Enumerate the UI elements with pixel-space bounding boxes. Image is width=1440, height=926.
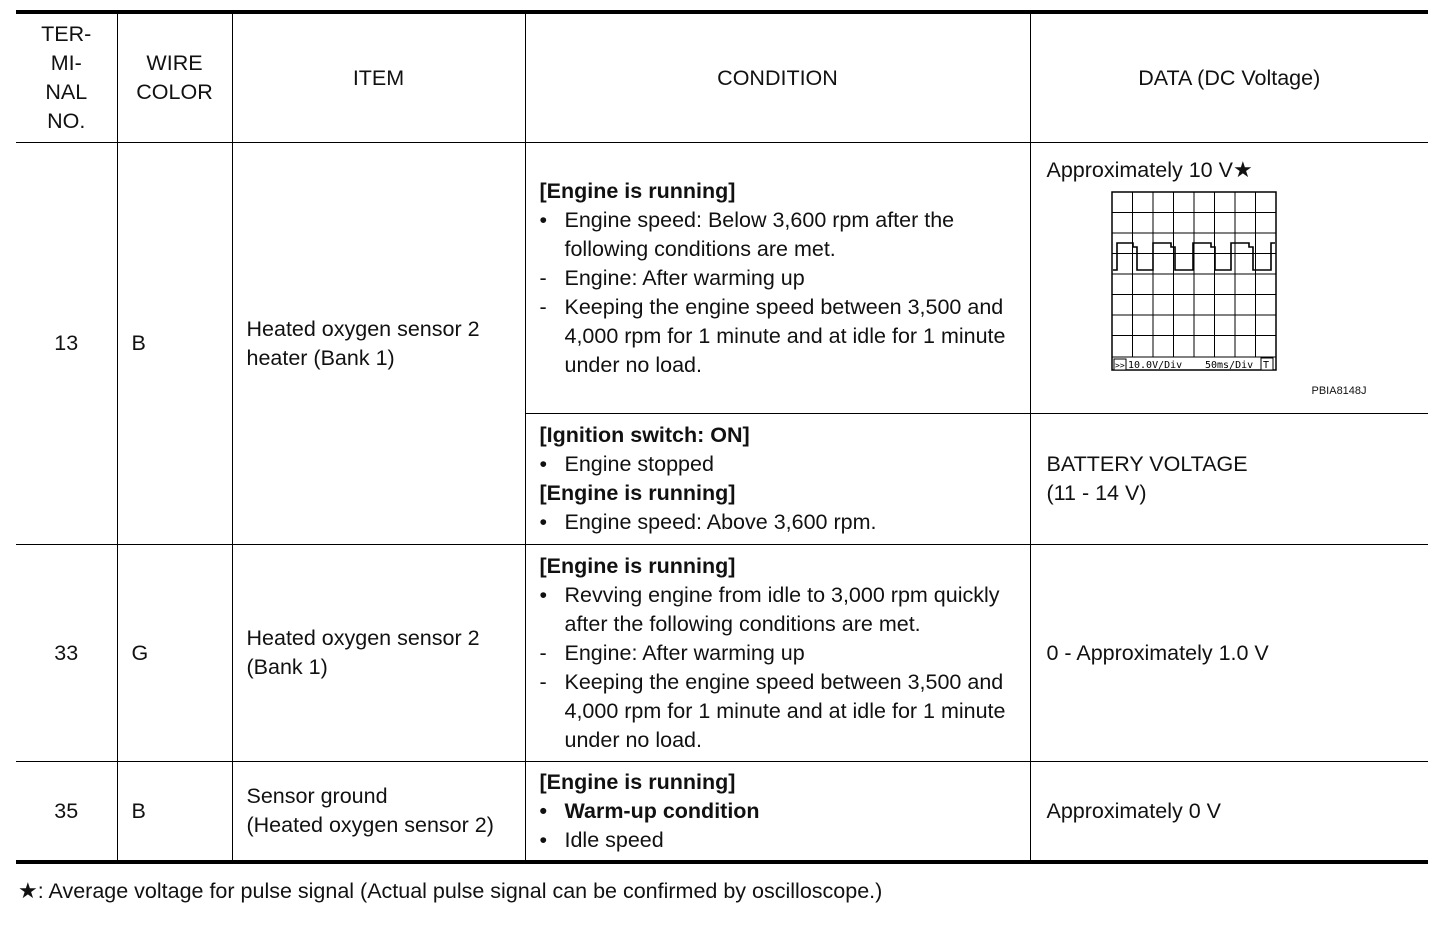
condition-line: • Engine speed: Above 3,600 rpm. — [540, 508, 1022, 537]
condition-line: - Engine: After warming up — [540, 264, 1022, 293]
footnote: ★: Average voltage for pulse signal (Actual pulse signal can be confirmed by oscilloscope.) — [18, 878, 883, 903]
bullet-icon — [540, 450, 560, 479]
condition-title: [Engine is running] — [539, 481, 736, 505]
condition-line: • Idle speed — [540, 826, 1022, 855]
condition-cell — [525, 545, 1030, 762]
data-cell — [1030, 143, 1428, 414]
header-wire-color: WIRE COLOR — [117, 14, 232, 143]
bottom-rule — [16, 860, 1428, 864]
header-terminal: TER- MI- NAL NO. — [16, 14, 117, 143]
condition-line: - Keeping the engine speed between 3,500 and 4,000 rpm for 1 minute and at idle for 1 minute under no load. — [540, 668, 1022, 755]
header-condition: CONDITION — [525, 14, 1030, 143]
bullet-icon — [540, 826, 560, 855]
wire-color: B — [117, 762, 232, 861]
dash-icon — [540, 668, 560, 697]
oscilloscope-figure — [1047, 143, 1429, 405]
star-icon: ★ — [18, 878, 38, 903]
condition-line: • Warm-up condition — [540, 797, 1022, 826]
data-cell: Approximately 0 V — [1030, 762, 1428, 861]
table-row-33 — [16, 545, 1428, 762]
condition-list — [540, 508, 1022, 537]
header-item: ITEM — [232, 14, 525, 143]
condition-line: - Engine: After warming up — [540, 639, 1022, 668]
figure-code: PBIA8148J — [1311, 385, 1367, 397]
wire-color: B — [117, 143, 232, 545]
wire-color: G — [117, 545, 232, 762]
item-name: Sensor ground (Heated oxygen sensor 2) — [232, 762, 525, 861]
data-caption: Approximately 10 V★ — [1046, 157, 1253, 182]
condition-line: • Engine speed: Below 3,600 rpm after the following conditions are met. — [540, 206, 1022, 264]
condition-line: • Engine stopped — [540, 450, 1022, 479]
condition-cell — [525, 143, 1030, 414]
condition-cell — [525, 414, 1030, 545]
condition-list — [540, 581, 1022, 755]
condition-line: • Revving engine from idle to 3,000 rpm quickly after the following conditions are met. — [540, 581, 1022, 639]
header-row — [16, 14, 1428, 143]
oscilloscope-trace — [1111, 191, 1279, 373]
terminal-number: 35 — [16, 762, 117, 861]
data-cell: BATTERY VOLTAGE (11 - 14 V) — [1030, 414, 1428, 545]
bullet-icon — [540, 508, 560, 537]
svg-text:50ms/Div: 50ms/Div — [1204, 360, 1253, 371]
item-name: Heated oxygen sensor 2 (Bank 1) — [232, 545, 525, 762]
terminal-number: 13 — [16, 143, 117, 545]
svg-text:10.0V/Div: 10.0V/Div — [1127, 360, 1182, 371]
data-cell: 0 - Approximately 1.0 V — [1030, 545, 1428, 762]
svg-text:T: T — [1262, 360, 1269, 371]
condition-title: [Engine is running] — [539, 178, 736, 203]
condition-list — [540, 450, 1022, 479]
dash-icon — [540, 264, 560, 293]
condition-list — [540, 797, 1022, 855]
condition-cell — [525, 762, 1030, 861]
header-data: DATA (DC Voltage) — [1030, 14, 1428, 143]
terminal-spec-table — [16, 14, 1428, 860]
svg-text:>>: >> — [1114, 361, 1125, 370]
bullet-icon — [540, 797, 560, 826]
condition-line: - Keeping the engine speed between 3,500 and 4,000 rpm for 1 minute and at idle for 1 minute under no load. — [540, 293, 1022, 380]
condition-title: [Engine is running] — [539, 769, 736, 794]
dash-icon — [540, 293, 560, 322]
spec-table-page — [16, 10, 1428, 864]
item-name: Heated oxygen sensor 2 heater (Bank 1) — [232, 143, 525, 545]
dash-icon — [540, 639, 560, 668]
table-row-35 — [16, 762, 1428, 861]
bullet-icon — [540, 581, 560, 610]
condition-title: [Ignition switch: ON] — [539, 423, 750, 447]
table-row-13-a — [16, 143, 1428, 414]
terminal-number: 33 — [16, 545, 117, 762]
condition-title: [Engine is running] — [539, 553, 736, 578]
bullet-icon — [540, 206, 560, 235]
star-icon: ★ — [1232, 157, 1253, 182]
condition-list — [540, 206, 1022, 380]
